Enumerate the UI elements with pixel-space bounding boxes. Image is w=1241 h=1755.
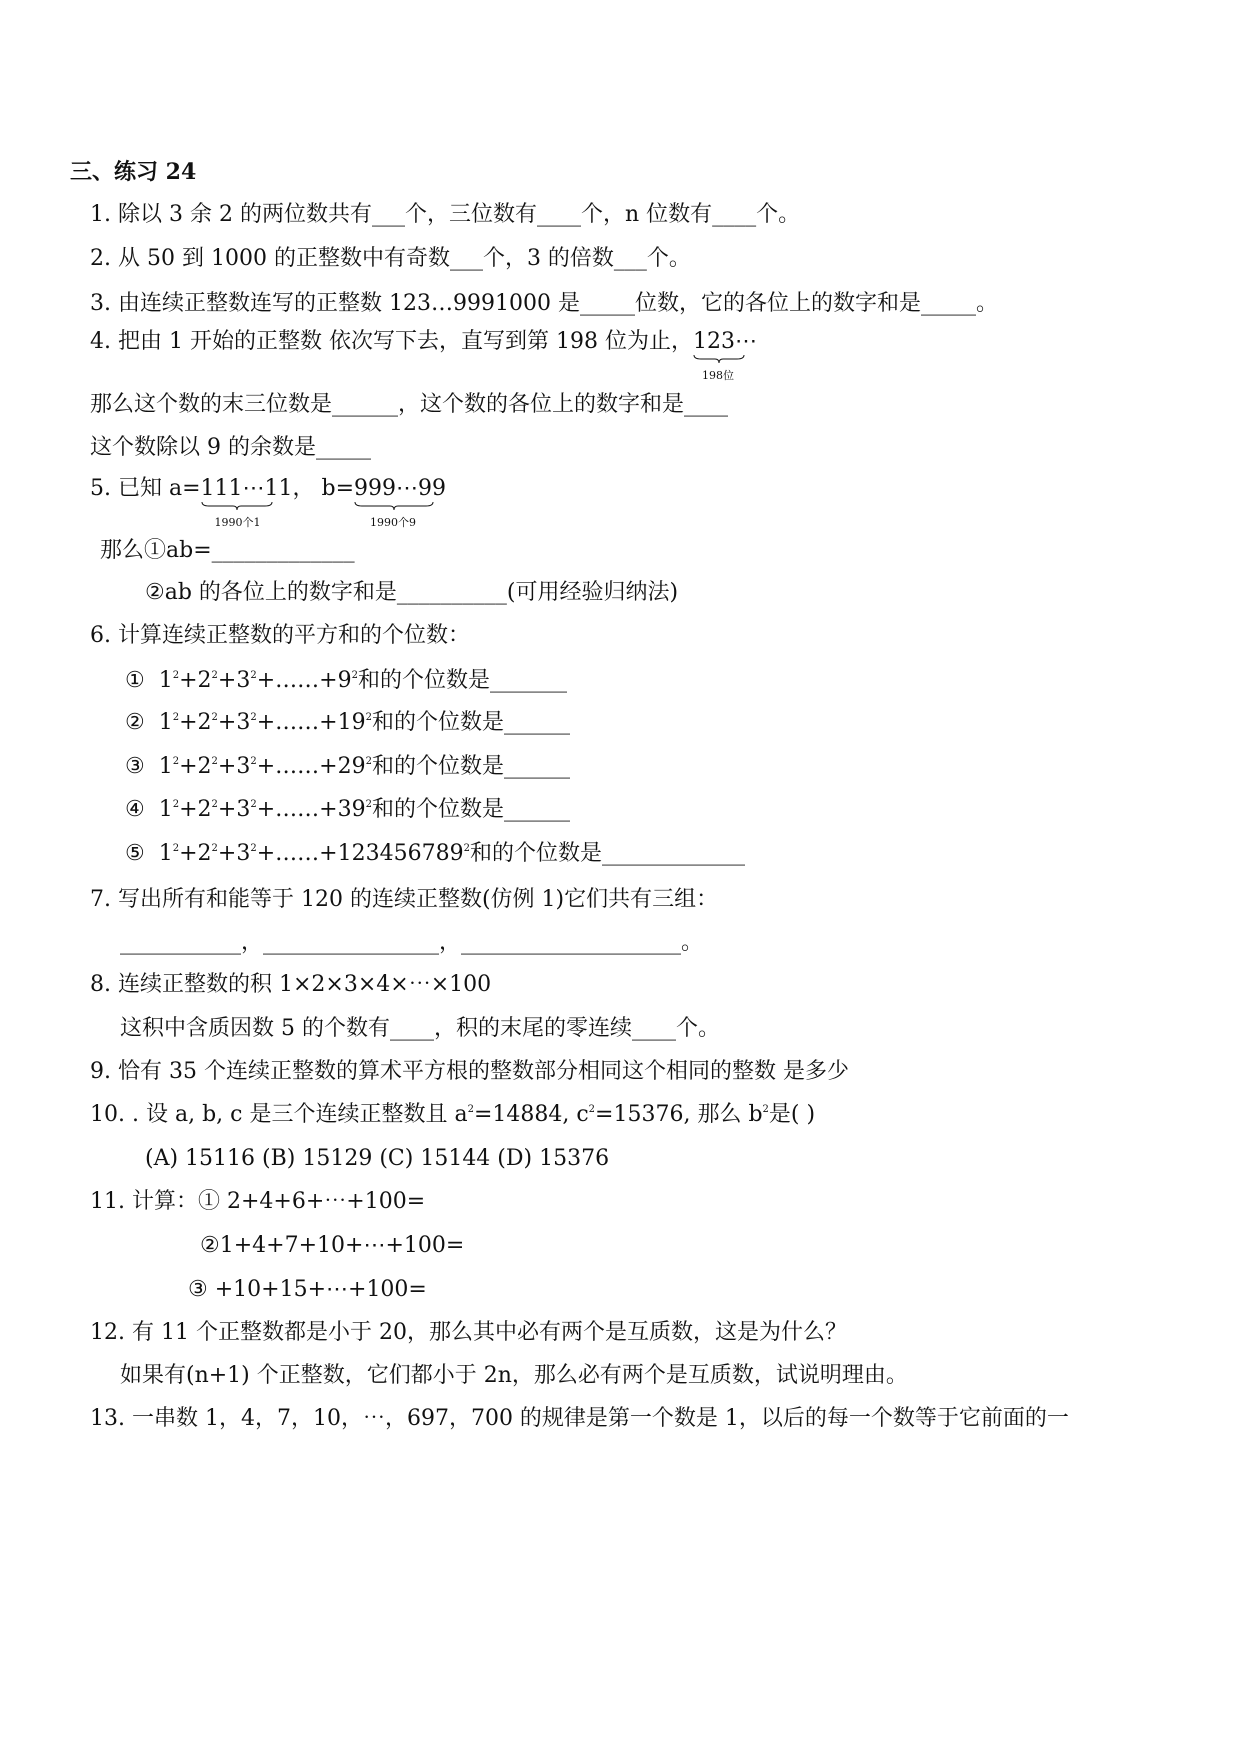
q5-b-brace-label: 1990个9: [370, 516, 417, 529]
question-12-line-2: 如果有(n+1) 个正整数，它们都小于 2n，那么必有两个是互质数，试说明理由。: [120, 1363, 908, 1388]
q6-item-text: 和的个位数是______: [371, 754, 570, 779]
superscript: 2: [351, 670, 358, 681]
q6-item-term: +2: [179, 668, 212, 693]
superscript: 2: [172, 799, 180, 810]
q6-item-term: +……+29: [256, 754, 366, 779]
superscript: 2: [365, 799, 372, 810]
superscript: 2: [172, 756, 180, 767]
q6-item-term: 1: [158, 710, 173, 735]
q6-item-term: +……+19: [256, 710, 366, 735]
superscript: 2: [250, 712, 257, 723]
q10-mid: =14884, c: [473, 1102, 589, 1127]
question-7: 7. 写出所有和能等于 120 的连续正整数(仿例 1)它们共有三组：: [90, 887, 719, 912]
q6-item-term: +2: [179, 841, 212, 866]
q6-item-term: +2: [179, 797, 212, 822]
superscript: 2: [365, 712, 372, 723]
q6-item-number: ①: [125, 668, 145, 693]
q10-post: 是( ): [768, 1102, 816, 1127]
question-4-text: 4. 把由 1 开始的正整数 依次写下去，直写到第 198 位为止，: [90, 329, 693, 354]
q6-item-term: +3: [217, 841, 251, 866]
q6-item: [125, 796, 570, 824]
q6-item-number: ⑤: [125, 841, 145, 866]
question-4-line-3: 这个数除以 9 的余数是_____: [90, 435, 371, 460]
superscript: 2: [467, 1104, 474, 1115]
question-3: 3. 由连续正整数连写的正整数 123…9991000 是_____位数，它的各位上的数字和是_____。: [90, 291, 998, 316]
question-11-line-3: ③ +10+15+⋯+100=: [188, 1277, 427, 1302]
superscript: 2: [250, 843, 257, 854]
q6-item-number: ④: [125, 797, 145, 822]
superscript: 2: [211, 843, 218, 854]
question-9: 9. 恰有 35 个连续正整数的算术平方根的整数部分相同这个相同的整数 是多少: [90, 1059, 849, 1084]
superscript: 2: [172, 712, 180, 723]
superscript: 2: [588, 1104, 596, 1115]
q5-a-brace-label: 1990个1: [214, 516, 261, 529]
question-5-part-1: 那么①ab=_____________: [100, 538, 355, 563]
q4-brace-label: 198位: [701, 369, 734, 382]
q4-number-with-brace: [692, 328, 757, 382]
q5-a-with-brace: [200, 475, 293, 529]
question-10: [90, 1101, 815, 1129]
question-11-line-2: ②1+4+7+10+⋯+100=: [200, 1233, 465, 1258]
superscript: 2: [211, 670, 218, 681]
q6-item: [125, 709, 570, 737]
q6-item-term: 1: [158, 668, 173, 693]
section-title: 三、练习 24: [70, 159, 197, 185]
question-13: 13. 一串数 1，4，7，10，⋯，697，700 的规律是第一个数是 1，以后的每一个数等于它前面的一: [90, 1406, 1069, 1431]
q6-item-term: +3: [217, 710, 251, 735]
q5-b-with-brace: [354, 475, 447, 529]
superscript: 2: [211, 799, 218, 810]
q6-item: [125, 840, 745, 868]
q6-item-term: +3: [217, 797, 251, 822]
question-8: 8. 连续正整数的积 1×2×3×4×⋯×100: [90, 972, 492, 997]
question-6: 6. 计算连续正整数的平方和的个位数：: [90, 623, 470, 648]
q4-number: 123⋯: [692, 329, 757, 354]
superscript: 2: [250, 756, 257, 767]
q6-item-term: +3: [217, 668, 251, 693]
q5-prefix: 5. 已知 a=: [90, 476, 201, 501]
q6-item-term: +2: [179, 754, 212, 779]
q6-item-term: +……+123456789: [256, 841, 464, 866]
superscript: 2: [172, 670, 180, 681]
q6-item: [125, 667, 567, 695]
superscript: 2: [211, 712, 218, 723]
q5-sep: ， b=: [292, 476, 355, 501]
q6-item-text: 和的个位数是_____________: [469, 841, 745, 866]
superscript: 2: [365, 756, 372, 767]
q6-item-number: ③: [125, 754, 145, 779]
q6-item-text: 和的个位数是______: [371, 710, 570, 735]
superscript: 2: [172, 843, 180, 854]
superscript: 2: [211, 756, 218, 767]
q6-item-term: 1: [158, 841, 173, 866]
superscript: 2: [250, 670, 257, 681]
question-8-line-2: 这积中含质因数 5 的个数有____，积的末尾的零连续____个。: [120, 1016, 720, 1041]
q6-item-term: +……+9: [256, 668, 352, 693]
q6-item-number: ②: [125, 710, 145, 735]
question-10-options: (A) 15116 (B) 15129 (C) 15144 (D) 15376: [145, 1146, 610, 1171]
superscript: 2: [762, 1104, 769, 1115]
q5-b-digits: 999⋯99: [354, 476, 447, 501]
question-2: 2. 从 50 到 1000 的正整数中有奇数___个，3 的倍数___个。: [90, 246, 691, 271]
q5-a-digits: 111⋯11: [200, 476, 293, 501]
question-12: 12. 有 11 个正整数都是小于 20，那么其中必有两个是互质数，这是为什么？: [90, 1320, 847, 1345]
question-1: 1. 除以 3 余 2 的两位数共有___个，三位数有____个，n 位数有____个。: [90, 202, 801, 227]
q6-item-text: 和的个位数是_______: [357, 668, 567, 693]
question-4: [90, 328, 757, 382]
q6-item-term: +……+39: [256, 797, 366, 822]
superscript: 2: [463, 843, 470, 854]
q6-item-term: 1: [158, 754, 173, 779]
q6-item-text: 和的个位数是______: [371, 797, 570, 822]
q10-pre: 10. . 设 a, b, c 是三个连续正整数且 a: [90, 1102, 468, 1127]
question-7-blanks: ___________，________________，____________________。: [120, 930, 704, 955]
question-4-line-2: 那么这个数的末三位数是______，这个数的各位上的数字和是____: [90, 392, 729, 417]
q6-item-term: +2: [179, 710, 212, 735]
question-5-part-2: ②ab 的各位上的数字和是__________(可用经验归纳法): [145, 580, 679, 605]
q10-mid2: =15376, 那么 b: [595, 1102, 763, 1127]
q6-item-term: 1: [158, 797, 173, 822]
question-11-line-1: 11. 计算：① 2+4+6+⋯+100=: [90, 1189, 426, 1214]
question-5: [90, 475, 447, 529]
q6-item: [125, 753, 570, 781]
q6-item-term: +3: [217, 754, 251, 779]
superscript: 2: [250, 799, 257, 810]
